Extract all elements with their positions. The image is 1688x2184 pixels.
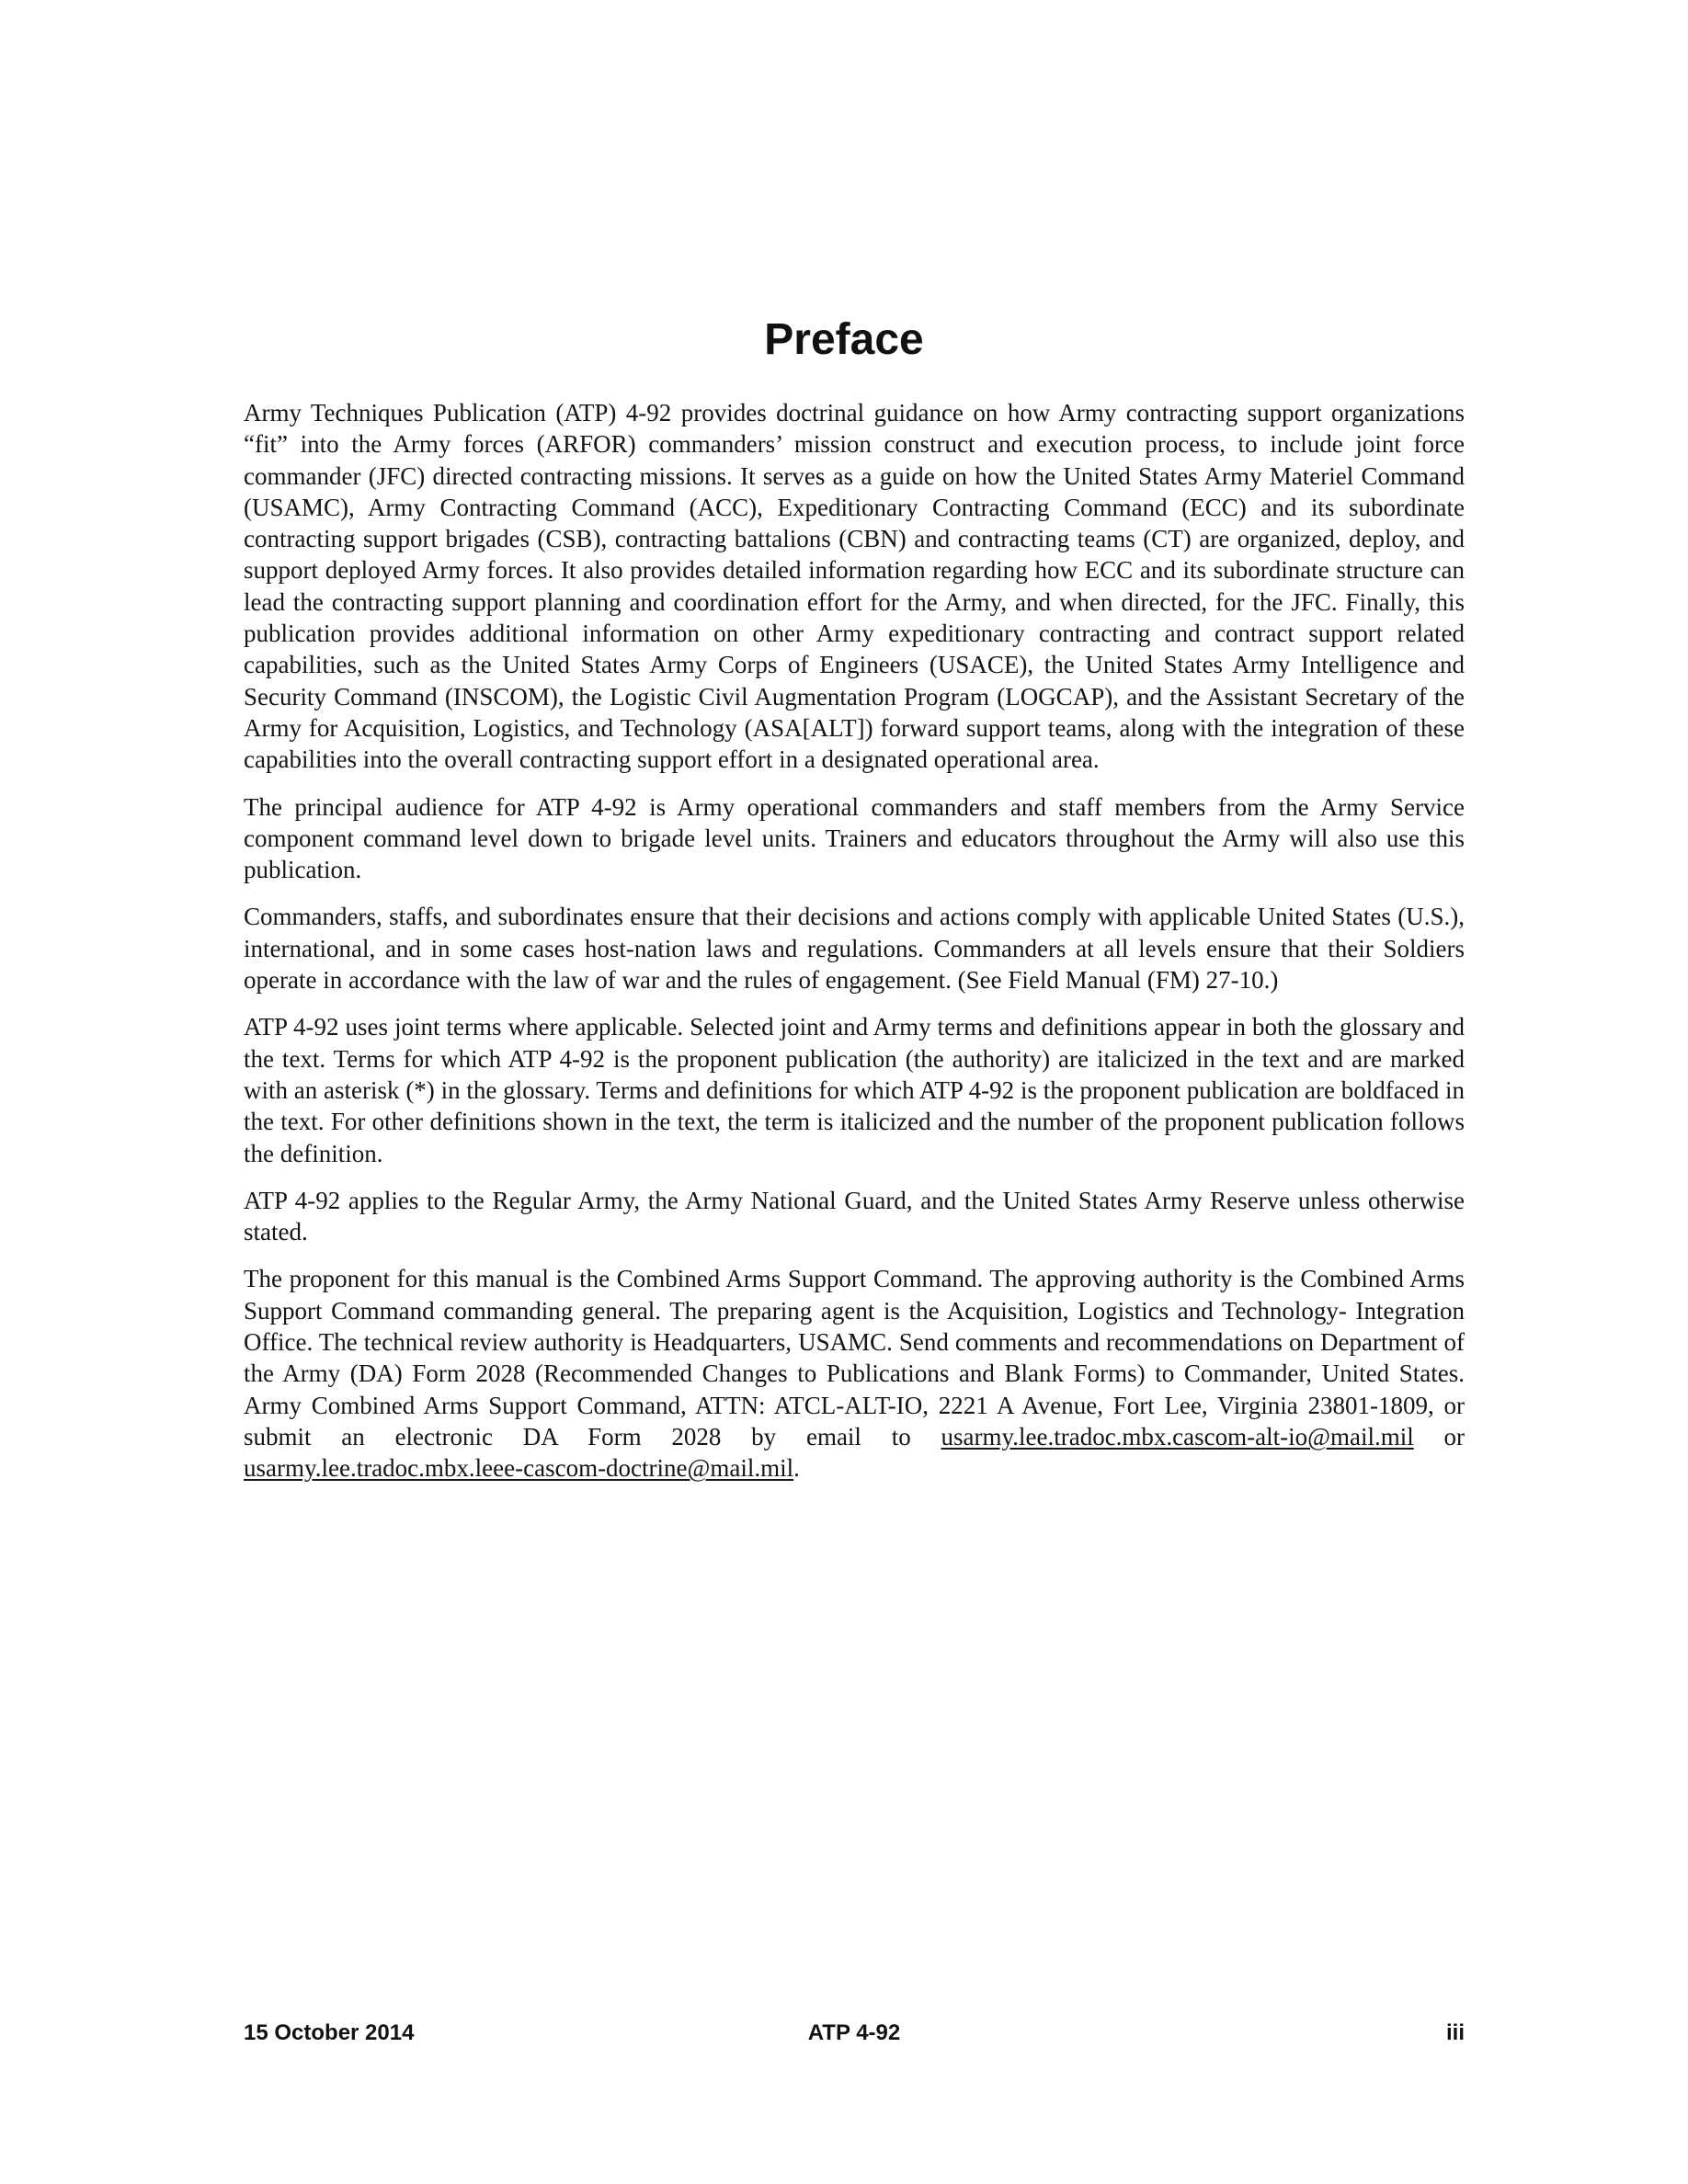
page-title: Preface [764,315,924,364]
email-link-alt-io[interactable]: usarmy.lee.tradoc.mbx.cascom-alt-io@mail.mil [941,1422,1414,1450]
email-link-doctrine[interactable]: usarmy.lee.tradoc.mbx.leee-cascom-doctrine@mail.mil [244,1454,794,1483]
paragraph-compliance: Commanders, staffs, and subordinates ensure that their decisions and actions comply with applicable United States (U.S.), international, and in some cases host-nation laws and regulations. Commanders at all levels ensure that their Soldiers operate in accordance with the law of war and the rules of engagement. (See Field Manual (FM) 27-10.) [244,903,1465,995]
footer-publication: ATP 4-92 [807,2020,901,2045]
footer-date: 15 October 2014 [244,2020,415,2045]
proponent-text: The proponent for this manual is the Combined Arms Support Command. The approving authority is the Combined Arms Support Command commanding general. The preparing agent is the Acquisition, Logistics and Technology- Integration Office. The technical review authority is Headquarters, USAMC. Send comments and recommendations on Department of the Army (DA) Form 2028 (Recommended Changes to Publications and Blank Forms) to Commander, United States. Army Combined Arms Support Command, ATTN: ATCL-ALT-IO, 2221 A Avenue, Fort Lee, Virginia 23801-1809, or submit an electronic DA Form 2028 by email to [244,1265,1465,1450]
paragraph-proponent [244,1263,1465,1484]
paragraph-overview: Army Techniques Publication (ATP) 4-92 provides doctrinal guidance on how Army contracting support organizations “fit” into the Army forces (ARFOR) commanders’ mission construct and execution process, to include joint force commander (JFC) directed contracting missions. It serves as a guide on how the United States Army Materiel Command (USAMC), Army Contracting Command (ACC), Expeditionary Contracting Command (ECC) and its subordinate contracting support brigades (CSB), contracting battalions (CBN) and contracting teams (CT) are organized, deploy, and support deployed Army forces. It also provides detailed information regarding how ECC and its subordinate structure can lead the contracting support planning and coordination effort for the Army, and when directed, for the JFC. Finally, this publication provides additional information on other Army expeditionary contracting and contract support related capabilities, such as the United States Army Corps of Engineers (USACE), the United States Army Intelligence and Security Command (INSCOM), the Logistic Civil Augmentation Program (LOGCAP), and the Assistant Secretary of the Army for Acquisition, Logistics, and Technology (ASA[ALT]) forward support teams, along with the integration of these capabilities into the overall contracting support effort in a designated operational area. [244,399,1465,774]
sentence-end: . [793,1454,800,1483]
paragraph-audience: The principal audience for ATP 4-92 is Army operational commanders and staff members from the Army Service component command level down to brigade level units. Trainers and educators throughout the Army will also use this publication. [244,792,1465,884]
paragraph-applicability: ATP 4-92 applies to the Regular Army, the Army National Guard, and the United States Army Reserve unless otherwise stated. [244,1186,1465,1246]
footer-page-number: iii [1445,2020,1465,2045]
paragraph-terms: ATP 4-92 uses joint terms where applicable. Selected joint and Army terms and definitions appear in both the glossary and the text. Terms for which ATP 4-92 is the proponent publication (the authority) are italicized in the text and are marked with an asterisk (*) in the glossary. Terms and definitions for which ATP 4-92 is the proponent publication are boldfaced in the text. For other definitions shown in the text, the term is italicized and the number of the proponent publication follows the definition. [244,1013,1465,1167]
page-footer [244,2019,1465,2048]
preface-body [244,397,1465,1500]
email-connector: or [1413,1422,1465,1450]
